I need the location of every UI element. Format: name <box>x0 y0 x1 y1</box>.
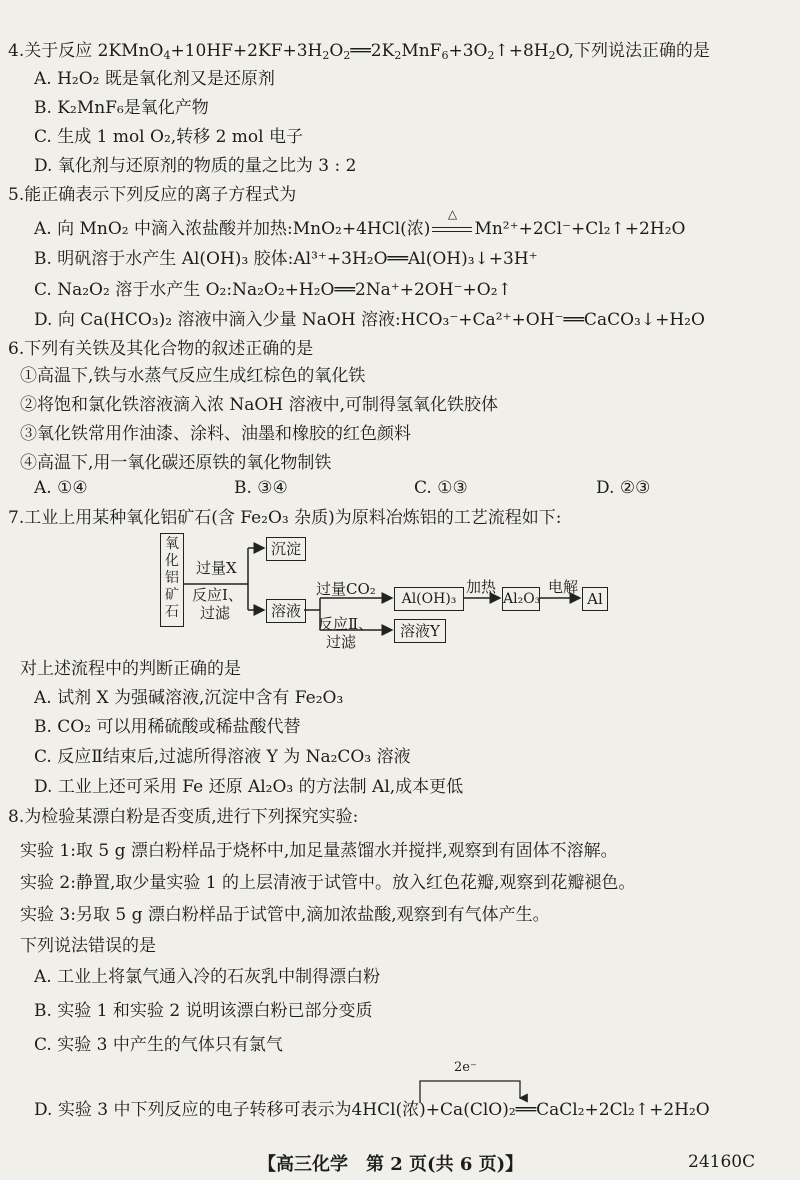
q6-stem: 6.下列有关铁及其化合物的叙述正确的是 <box>8 339 314 359</box>
filter-1-label: 过滤 <box>200 604 231 622</box>
reagent-x-label: 过量X <box>196 559 237 577</box>
solution-y-box: 溶液Y <box>394 619 446 643</box>
q8-ask: 下列说法错误的是 <box>20 936 156 956</box>
q5-option-b: B. 明矾溶于水产生 Al(OH)₃ 胶体:Al³⁺+3H₂O══Al(OH)₃↓+3H⁺ <box>34 249 538 269</box>
precipitate-box: 沉淀 <box>266 537 306 561</box>
q6-option-d: D. ②③ <box>596 478 651 498</box>
ore-box: 氧化铝矿石 <box>160 533 184 627</box>
co2-label: 过量CO₂ <box>316 580 376 598</box>
reaction-1-label: 反应Ⅰ、 <box>192 586 243 604</box>
q6-option-c: C. ①③ <box>414 478 468 498</box>
aluminum-box: Al <box>582 587 608 611</box>
q8-option-a: A. 工业上将氯气通入冷的石灰乳中制得漂白粉 <box>34 967 381 987</box>
q7-option-a: A. 试剂 X 为强碱溶液,沉淀中含有 Fe₂O₃ <box>34 688 344 708</box>
q8-option-b: B. 实验 1 和实验 2 说明该漂白粉已部分变质 <box>34 1001 373 1021</box>
heat-condition: △ <box>447 207 458 221</box>
q4-stem: 4.关于反应 $2KMnO_4+10HF+2KF+3H_2O_2══2K_2MnF_6+3O_2↑+8H_2O$,下列说法正确的是 <box>8 41 710 62</box>
q4-option-d: D. 氧化剂与还原剂的物质的量之比为 3 : 2 <box>34 156 357 176</box>
heat-label: 加热 <box>466 578 497 596</box>
q7-stem: 7.工业上用某种氧化铝矿石(含 Fe₂O₃ 杂质)为原料冶炼铝的工艺流程如下: <box>8 508 562 528</box>
q8-experiment-3: 实验 3:另取 5 g 漂白粉样品于试管中,滴加浓盐酸,观察到有气体产生。 <box>20 905 550 925</box>
q5-option-c: C. Na₂O₂ 溶于水产生 O₂:Na₂O₂+H₂O══2Na⁺+2OH⁻+O₂↑ <box>34 280 512 300</box>
q7-option-c: C. 反应Ⅱ结束后,过滤所得溶液 Y 为 Na₂CO₃ 溶液 <box>34 747 411 767</box>
alumina-box: Al₂O₃ <box>502 587 540 611</box>
q7-judge-prompt: 对上述流程中的判断正确的是 <box>20 659 241 679</box>
solution-box: 溶液 <box>266 599 306 623</box>
page-footer: 【高三化学 第 2 页(共 6 页)】 <box>258 1154 524 1175</box>
q6-option-a: A. ①④ <box>34 478 88 498</box>
q8-experiment-2: 实验 2:静置,取少量实验 1 的上层清液于试管中。放入红色花瓣,观察到花瓣褪色。 <box>20 873 636 893</box>
q5-option-d: D. 向 Ca(HCO₃)₂ 溶液中滴入少量 NaOH 溶液:HCO₃⁻+Ca²⁺+OH⁻══CaCO₃↓+H₂O <box>34 310 705 330</box>
filter-2-label: 过滤 <box>326 633 357 651</box>
q8-stem: 8.为检验某漂白粉是否变质,进行下列探究实验: <box>8 807 359 827</box>
q8-experiment-1: 实验 1:取 5 g 漂白粉样品于烧杯中,加足量蒸馏水并搅拌,观察到有固体不溶解。 <box>20 841 618 861</box>
q8-option-c: C. 实验 3 中产生的气体只有氯气 <box>34 1035 283 1055</box>
q5-stem: 5.能正确表示下列反应的离子方程式为 <box>8 185 297 205</box>
aluminum-hydroxide-box: Al(OH)₃ <box>394 587 464 611</box>
electrolysis-label: 电解 <box>548 578 579 596</box>
q6-statement-2: ②将饱和氯化铁溶液滴入浓 NaOH 溶液中,可制得氢氧化铁胶体 <box>20 395 498 415</box>
q4-option-c: C. 生成 1 mol O₂,转移 2 mol 电子 <box>34 127 304 147</box>
q7-option-b: B. CO₂ 可以用稀硫酸或稀盐酸代替 <box>34 717 301 737</box>
paper-code: 24160C <box>688 1152 756 1172</box>
q8-option-d: D. 实验 3 中下列反应的电子转移可表示为4HCl(浓)+Ca(ClO)₂══CaCl₂+2Cl₂↑+2H₂O <box>34 1100 710 1120</box>
q6-option-b: B. ③④ <box>234 478 288 498</box>
q5-option-a: A. 向 MnO₂ 中滴入浓盐酸并加热:MnO₂+4HCl(浓) △ Mn²⁺+2Cl⁻+Cl₂↑+2H₂O <box>34 218 685 240</box>
q6-statement-4: ④高温下,用一氧化碳还原铁的氧化物制铁 <box>20 453 332 473</box>
q4-option-b: B. K₂MnF₆是氧化产物 <box>34 98 209 118</box>
reaction-2-label: 反应Ⅱ、 <box>318 615 374 633</box>
q4-option-a: A. H₂O₂ 既是氧化剂又是还原剂 <box>34 69 275 89</box>
q6-statement-3: ③氧化铁常用作油漆、涂料、油墨和橡胶的红色颜料 <box>20 424 411 444</box>
electron-count-label: 2e⁻ <box>454 1060 477 1075</box>
q6-statement-1: ①高温下,铁与水蒸气反应生成红棕色的氧化铁 <box>20 366 366 386</box>
q7-option-d: D. 工业上还可采用 Fe 还原 Al₂O₃ 的方法制 Al,成本更低 <box>34 777 464 797</box>
